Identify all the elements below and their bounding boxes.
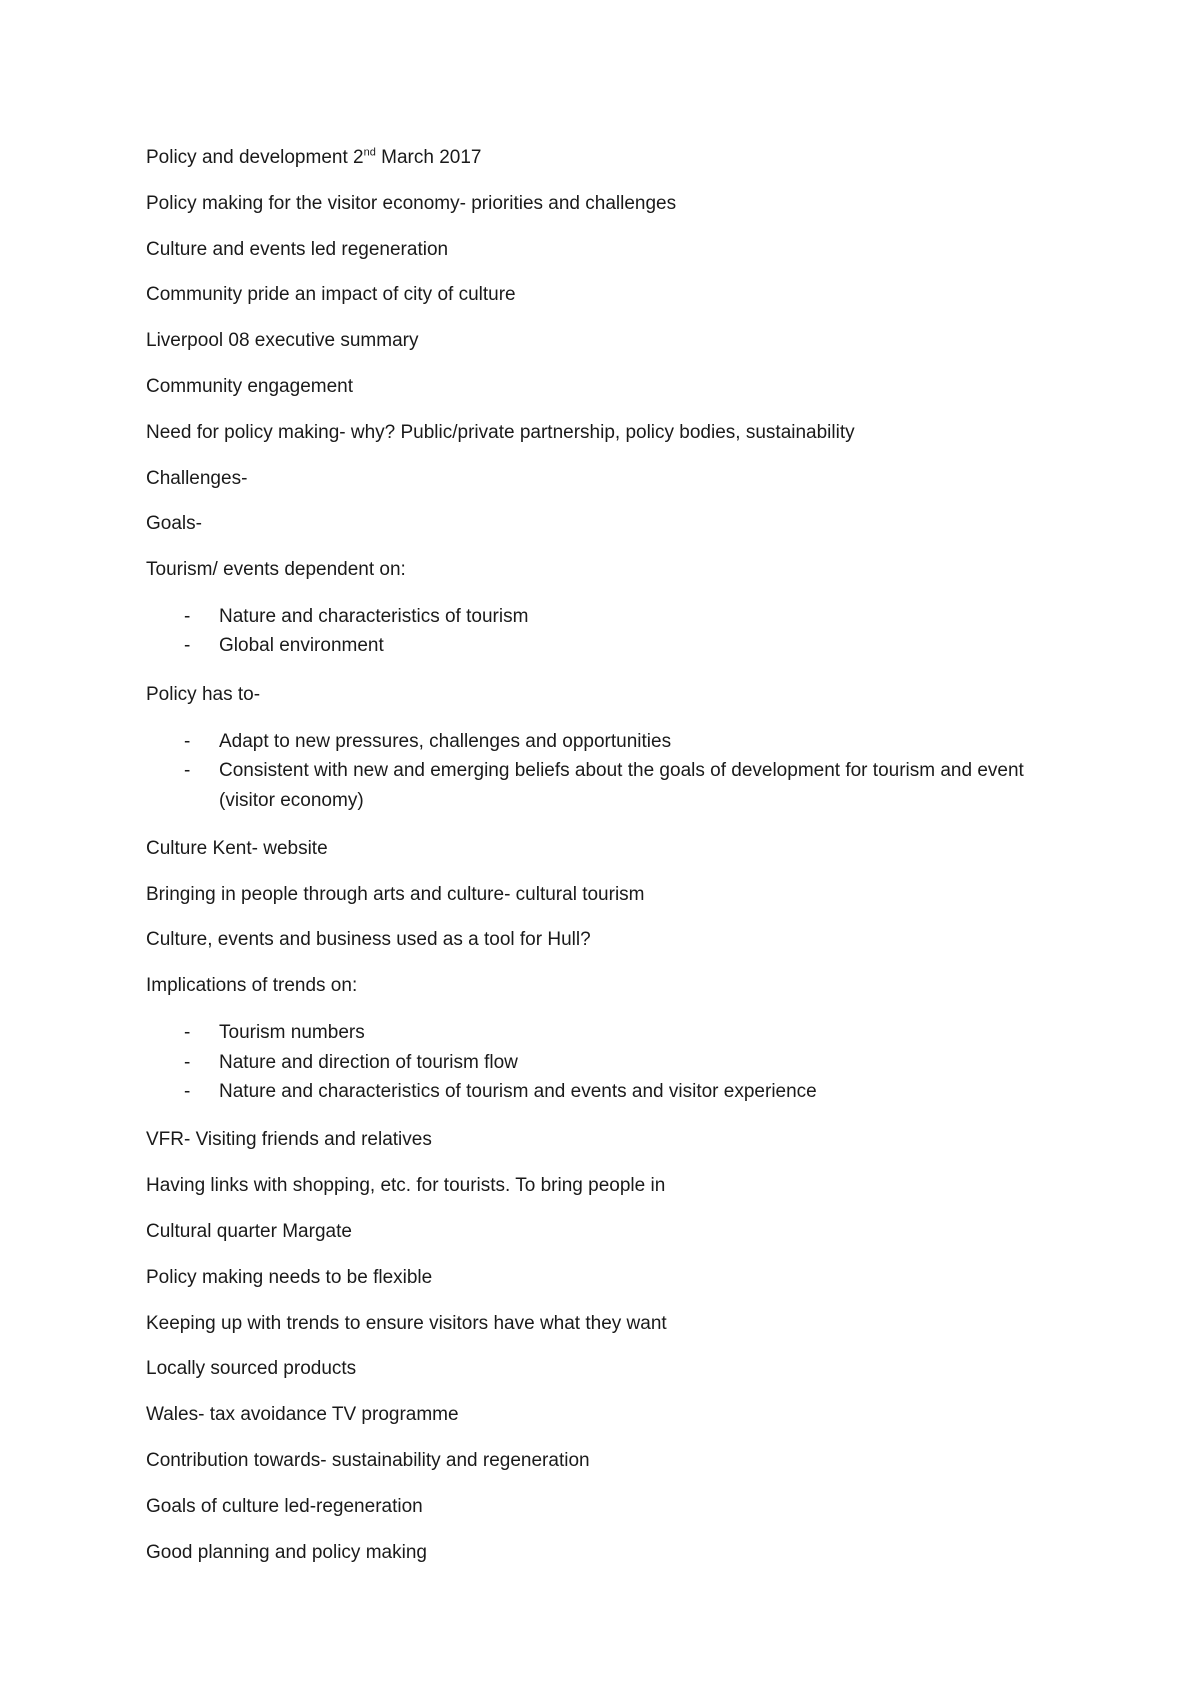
text-line: Tourism/ events dependent on: bbox=[146, 559, 406, 581]
text-line: Locally sourced products bbox=[146, 1358, 357, 1380]
text-line: Need for policy making- why? Public/private partnership, policy bodies, sustainability bbox=[146, 421, 855, 443]
list-item-text: Nature and direction of tourism flow bbox=[219, 1051, 518, 1073]
list-item-text: Tourism numbers bbox=[219, 1022, 365, 1044]
text-line: Keeping up with trends to ensure visitors have what they want bbox=[146, 1312, 667, 1334]
text-line: Good planning and policy making bbox=[146, 1541, 427, 1563]
document-title bbox=[146, 146, 1076, 170]
list-item bbox=[146, 727, 1076, 757]
list-item bbox=[146, 756, 1076, 815]
text-line: VFR- Visiting friends and relatives bbox=[146, 1129, 432, 1151]
text-line: Culture Kent- website bbox=[146, 837, 328, 859]
list-item-text: Global environment bbox=[219, 635, 384, 657]
list-item-text: Adapt to new pressures, challenges and opportunities bbox=[219, 730, 672, 752]
text-line: Contribution towards- sustainability and regeneration bbox=[146, 1449, 590, 1471]
list-item-text: Nature and characteristics of tourism bbox=[219, 605, 529, 627]
text-line: Culture and events led regeneration bbox=[146, 238, 449, 260]
list-item bbox=[146, 602, 1076, 632]
title-suffix: March 2017 bbox=[375, 147, 482, 168]
text-line: Wales- tax avoidance TV programme bbox=[146, 1404, 459, 1426]
bullet-dash: - bbox=[184, 760, 191, 782]
bullet-list bbox=[146, 727, 1076, 816]
bullet-list bbox=[146, 602, 1076, 661]
text-line: Having links with shopping, etc. for tourists. To bring people in bbox=[146, 1175, 666, 1197]
title-prefix: Policy and development 2 bbox=[146, 147, 364, 168]
list-item bbox=[146, 1048, 1076, 1078]
text-line: Goals of culture led-regeneration bbox=[146, 1495, 423, 1517]
bullet-dash: - bbox=[184, 1022, 191, 1044]
document-body bbox=[146, 146, 1076, 1586]
text-line: Community engagement bbox=[146, 375, 353, 397]
list-item bbox=[146, 1077, 1076, 1107]
title-superscript: nd bbox=[363, 146, 376, 159]
list-item bbox=[146, 631, 1076, 661]
text-line: Bringing in people through arts and culture- cultural tourism bbox=[146, 883, 645, 905]
text-line: Community pride an impact of city of culture bbox=[146, 284, 516, 306]
bullet-dash: - bbox=[184, 730, 191, 752]
text-line: Policy making needs to be flexible bbox=[146, 1266, 433, 1288]
text-line: Culture, events and business used as a tool for Hull? bbox=[146, 929, 591, 951]
text-line: Challenges- bbox=[146, 467, 248, 489]
text-line: Implications of trends on: bbox=[146, 975, 358, 997]
bullet-dash: - bbox=[184, 605, 191, 627]
list-item-text: Consistent with new and emerging beliefs about the goals of development for tourism and event (visitor economy) bbox=[219, 760, 1024, 811]
bullet-dash: - bbox=[184, 1081, 191, 1103]
bullet-list bbox=[146, 1018, 1076, 1107]
bullet-dash: - bbox=[184, 635, 191, 657]
text-line: Goals- bbox=[146, 513, 202, 535]
text-line: Cultural quarter Margate bbox=[146, 1220, 352, 1242]
text-line: Policy has to- bbox=[146, 683, 261, 705]
list-item-text: Nature and characteristics of tourism and events and visitor experience bbox=[219, 1081, 817, 1103]
text-line: Liverpool 08 executive summary bbox=[146, 330, 419, 352]
bullet-dash: - bbox=[184, 1051, 191, 1073]
list-item bbox=[146, 1018, 1076, 1048]
text-line: Policy making for the visitor economy- priorities and challenges bbox=[146, 192, 677, 214]
